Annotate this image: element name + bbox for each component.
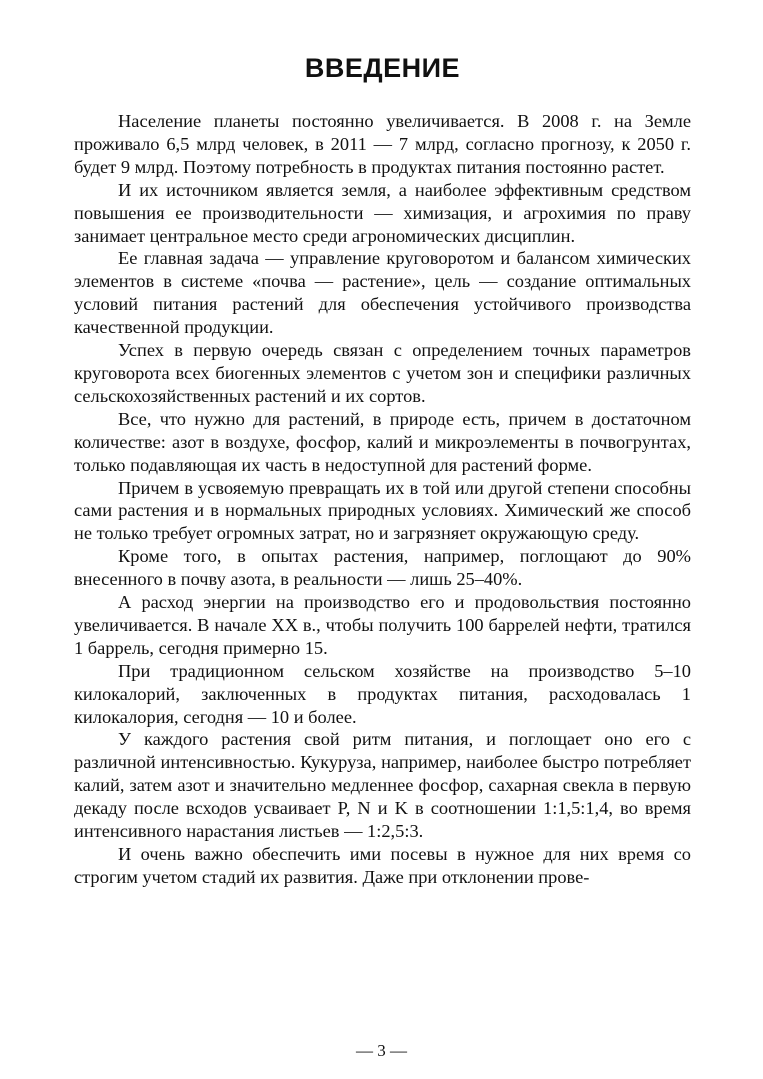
paragraph: У каждого растения свой ритм питания, и поглощает оно его с различной интенсивностью. Кукуруза, например, наиболее быстро потребляет калий, затем азот и значительно медленнее фосфор, сахарная свекла в первую декаду после всходов усваивает P, N и K в соотношении 1:1,5:1,4, во время интенсивного нарастания листьев — 1:2,5:3. [74,729,691,842]
paragraph: Кроме того, в опытах растения, например, поглощают до 90% внесенного в почву азота, в реальности — лишь 25–40%. [74,546,691,590]
page-number: — 3 — [356,1041,407,1060]
paragraph: Причем в усвояемую превращать их в той или другой степени способны сами растения и в нормальных природных условиях. Химический же способ не только требует огромных затрат, но и загрязняет окружающую среду. [74,477,691,544]
paragraph: И их источником является земля, а наиболее эффективным средством повышения ее производительности — химизация, и агрохимия по праву занимает центральное место среди агрономических дисциплин. [74,179,691,246]
chapter-title: ВВЕДЕНИЕ [304,53,461,83]
paragraph: Все, что нужно для растений, в природе есть, причем в достаточном количестве: азот в воздухе, фосфор, калий и микроэлементы в почвогрунтах, только подавляющая их часть в недоступной для растений форме. [74,408,691,475]
paragraph: Успех в первую очередь связан с определением точных параметров круговорота всех биогенных элементов с учетом зон и специфики различных сельскохозяйственных растений и их сортов. [74,340,691,406]
paragraph: И очень важно обеспечить ими посевы в нужное для них время со строгим учетом стадий их развития. Даже при отклонении прове- [74,844,691,887]
paragraph: Население планеты постоянно увеличивается. В 2008 г. на Земле проживало 6,5 млрд человек, в 2011 — 7 млрд, согласно прогнозу, к 2050 г. будет 9 млрд. Поэтому потребность в продуктах питания постоянно растет. [74,111,691,177]
document-page [74,48,691,889]
body-text [74,110,691,889]
paragraph: А расход энергии на производство его и продовольствия постоянно увеличивается. В начале XX в., чтобы получить 100 баррелей нефти, тратился 1 баррель, сегодня примерно 15. [74,592,691,658]
paragraph: При традиционном сельском хозяйстве на производство 5–10 килокалорий, заключенных в продуктах питания, расходовалась 1 килокалория, сегодня — 10 и более. [74,660,691,727]
paragraph: Ее главная задача — управление круговоротом и балансом химических элементов в системе «почва — растение», цель — создание оптимальных условий питания растений для обеспечения устойчивого производства качественной продукции. [74,248,691,338]
